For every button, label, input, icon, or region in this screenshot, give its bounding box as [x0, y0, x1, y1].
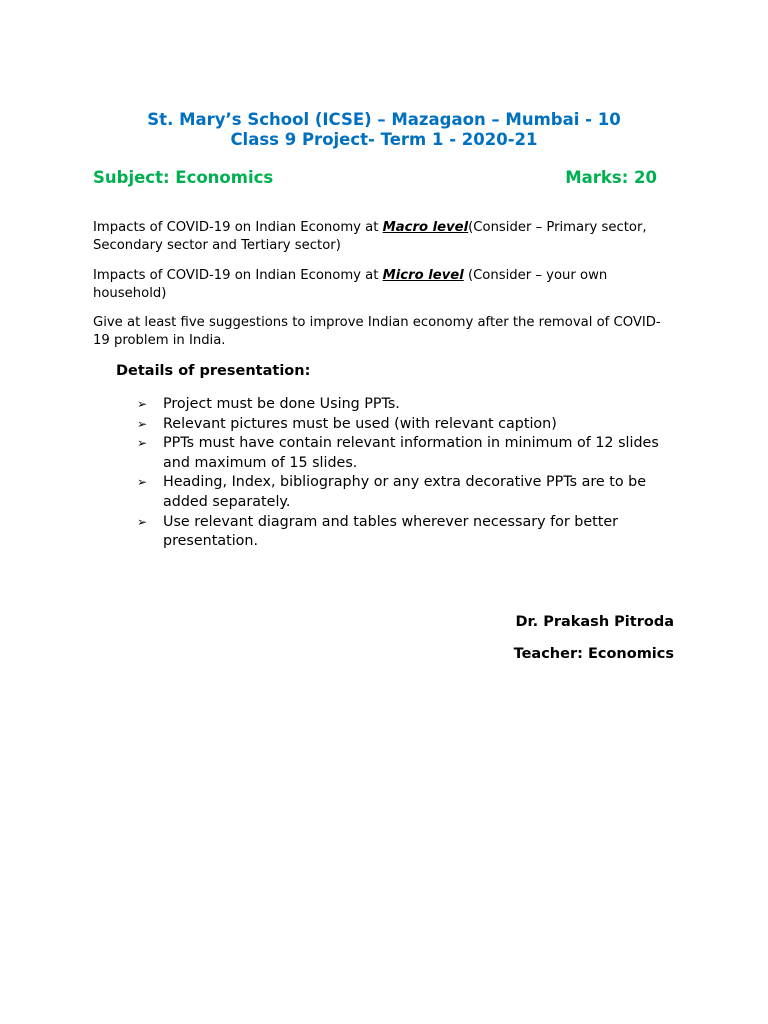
- list-item-text: Project must be done Using PPTs.: [163, 396, 400, 412]
- arrowhead-bullet-icon: ➢: [137, 416, 148, 431]
- list-item: [137, 434, 677, 473]
- marks-label: Marks: 20: [565, 168, 657, 187]
- subject-row: [93, 168, 657, 192]
- macro-emphasis: Macro level: [382, 220, 469, 235]
- list-item-text: Heading, Index, bibliography or any extra decorative PPTs are to be added separately.: [163, 474, 647, 510]
- arrowhead-bullet-icon: ➢: [137, 436, 148, 451]
- list-item: [137, 473, 677, 512]
- school-title: St. Mary’s School (ICSE) – Mazagaon – Mumbai - 10: [147, 110, 621, 129]
- micro-emphasis: Micro level: [382, 268, 464, 283]
- teacher-name: Dr. Prakash Pitroda: [515, 614, 674, 630]
- micro-text-before: Impacts of COVID-19 on Indian Economy at: [93, 268, 383, 283]
- list-item-text: Use relevant diagram and tables wherever necessary for better presentation.: [163, 513, 619, 550]
- list-item: [137, 395, 677, 415]
- project-title: Class 9 Project- Term 1 - 2020-21: [230, 130, 538, 149]
- list-item-text: PPTs must have contain relevant information in minimum of 12 slides and maximum of 15 slides.: [163, 435, 659, 471]
- micro-text-after: (Consider – your own household): [93, 268, 608, 301]
- arrowhead-bullet-icon: ➢: [137, 397, 148, 411]
- arrowhead-bullet-icon: ➢: [137, 514, 148, 529]
- macro-text-after: (Consider – Primary sector, Secondary sector and Tertiary sector): [93, 220, 647, 253]
- subject-label: Subject: Economics: [93, 168, 274, 187]
- list-item: [137, 513, 677, 552]
- micro-paragraph: [93, 267, 673, 302]
- teacher-title: Teacher: Economics: [513, 646, 674, 662]
- list-item: [137, 415, 677, 435]
- macro-text-before: Impacts of COVID-19 on Indian Economy at: [93, 220, 383, 235]
- list-item-text: Relevant pictures must be used (with relevant caption): [163, 415, 557, 432]
- macro-paragraph: [93, 219, 673, 254]
- details-heading: Details of presentation:: [116, 363, 311, 379]
- details-list: [137, 395, 677, 552]
- arrowhead-bullet-icon: ➢: [137, 475, 148, 490]
- suggestions-paragraph: Give at least five suggestions to improve Indian economy after the removal of COVID-19 problem in India.: [93, 315, 661, 348]
